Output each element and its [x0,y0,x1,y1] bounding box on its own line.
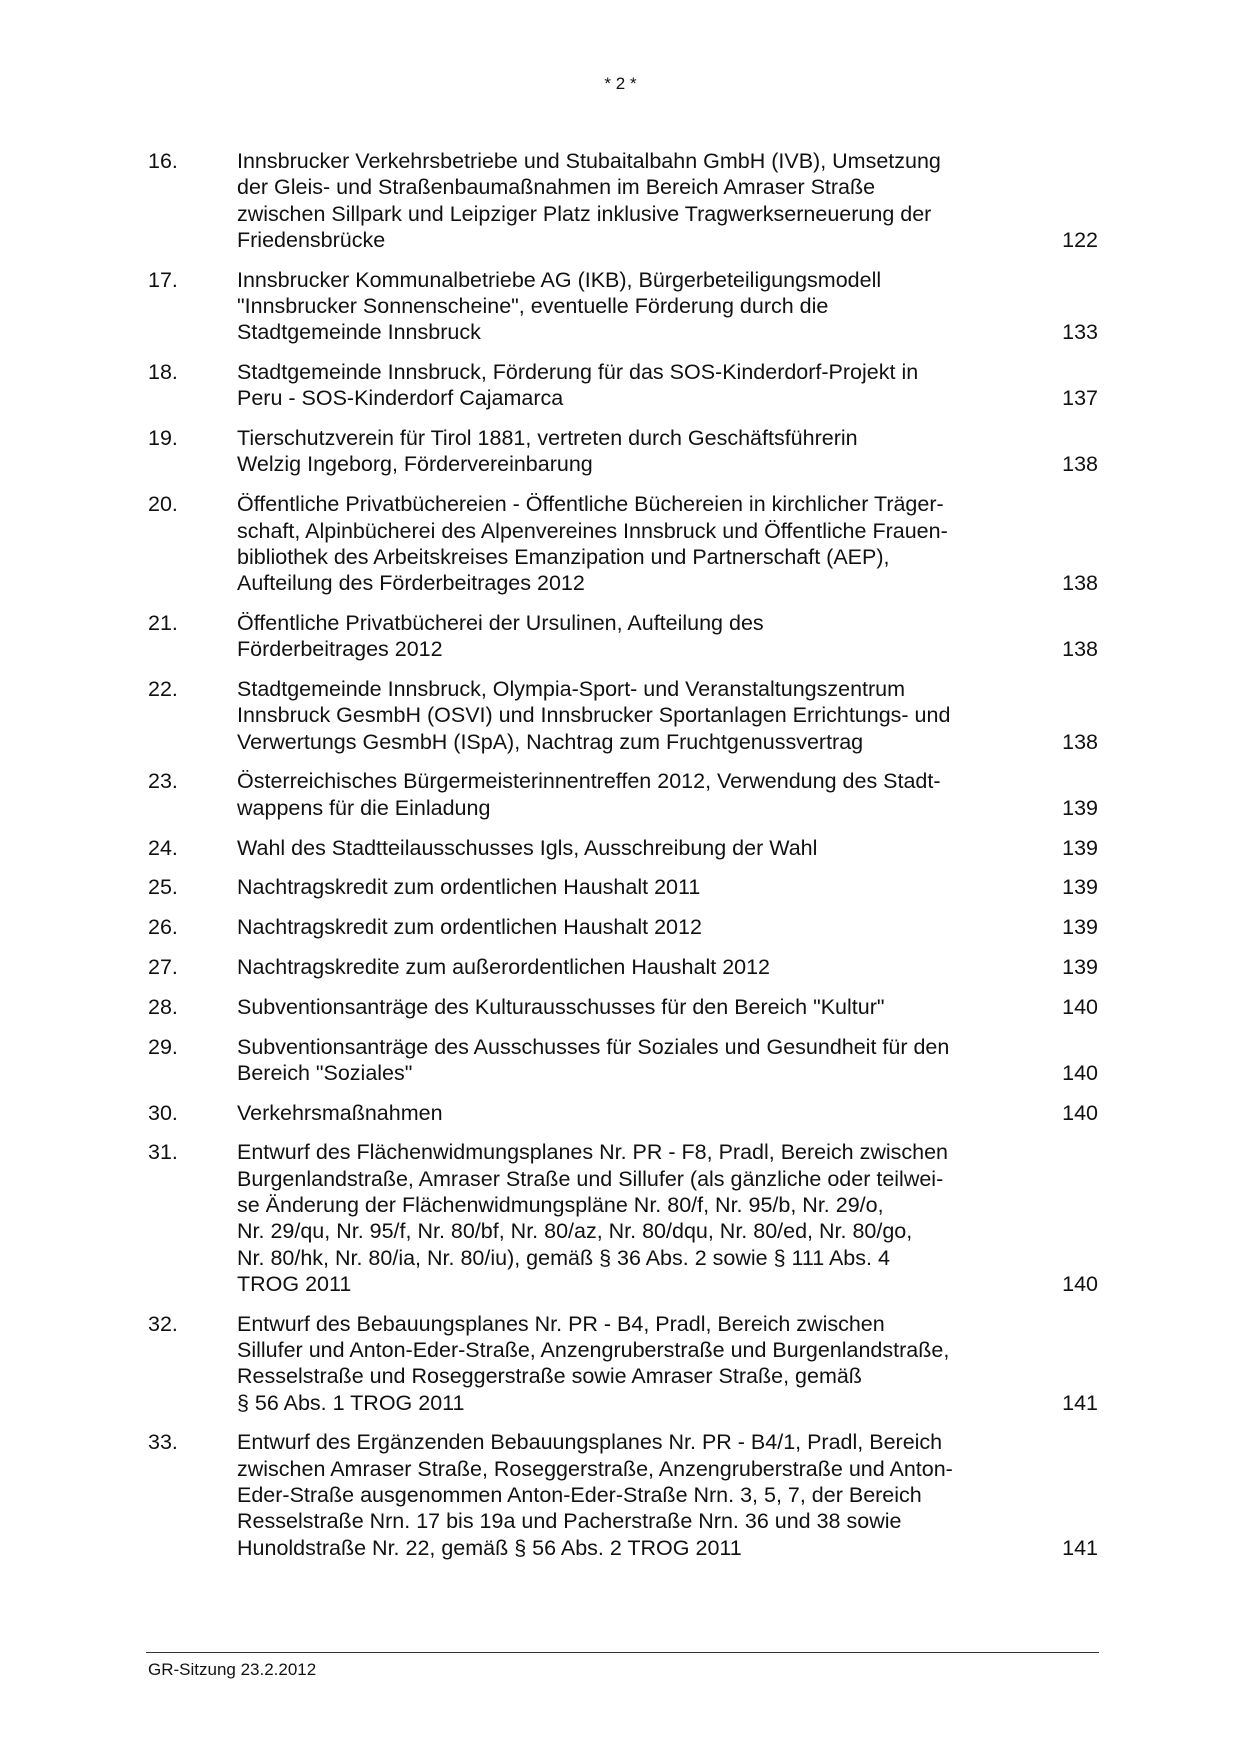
toc-entry-30 [148,1100,1098,1126]
toc-entry-33 [148,1429,1098,1560]
toc-entry-19 [148,425,1098,478]
toc-entry-page: 137 [1062,386,1098,411]
toc-entry-number: 19. [148,426,178,451]
toc-entry-title: Subventionsanträge des Kulturausschusses für den Bereich "Kultur" [237,994,885,1019]
toc-entry-page: 122 [1062,227,1098,252]
toc-entry-page: 140 [1062,994,1098,1019]
toc-entry-number: 28. [148,994,178,1019]
toc-entry-title: Stadtgemeinde Innsbruck, Olympia-Sport- und Veranstaltungszentrum Innsbruck GesmbH (OSVI) und Innsbrucker Sportanlagen Errichtungs- und Verwertungs GesmbH (ISpA), Nachtrag zum Fruchtgenussvertrag [237,677,951,754]
toc-entry-number: 16. [148,149,178,173]
toc-entry-page: 139 [1062,915,1098,940]
toc-entry-title: Innsbrucker Verkehrsbetriebe und Stubaitalbahn GmbH (IVB), Umsetzung der Gleis- und Straßenbaumaßnahmen im Bereich Amraser Straße zwischen Sillpark und Leipziger Platz inklusive Tragwerkserneuerung der Friedensbrücke [237,149,941,252]
toc-entry-title: Wahl des Stadtteilausschusses Igls, Ausschreibung der Wahl [237,835,818,860]
toc-entry-24 [148,835,1098,861]
toc-entry-title: Nachtragskredit zum ordentlichen Haushalt 2012 [237,915,702,940]
toc-entry-page: 141 [1062,1535,1098,1560]
toc-entry-page: 140 [1062,1100,1098,1125]
toc-entry-29 [148,1034,1098,1087]
toc-entry-page: 141 [1062,1390,1098,1415]
toc-entry-page: 139 [1062,835,1098,860]
toc-entry-number: 30. [148,1100,178,1125]
toc-entry-page: 138 [1062,452,1098,477]
toc-entry-title: Entwurf des Bebauungsplanes Nr. PR - B4, Pradl, Bereich zwischen Sillufer und Anton-Eder-Straße, Anzengruberstraße und Burgenlandstraße, Resselstraße und Roseggerstraße sowie Amraser Straße, gemäß § 56 Abs. 1 TROG 2011 [237,1311,950,1415]
table-of-contents [148,148,1098,1574]
toc-entry-title: Entwurf des Flächenwidmungsplanes Nr. PR - F8, Pradl, Bereich zwischen Burgenlandstraße, Amraser Straße und Sillufer (als gänzliche oder teilwei- se Änderung der Flächenwidmungspläne Nr. 80/f, Nr. 95/b, Nr. 29/o, Nr. 29/qu, Nr. 95/f, Nr. 80/bf, Nr. 80/az, Nr. 80/dqu, Nr. 80/ed, Nr. 80/go, Nr. 80/hk, Nr. 80/ia, Nr. 80/iu), gemäß § 36 Abs. 2 sowie § 111 Abs. 4 TROG 2011 [237,1140,949,1296]
toc-entry-26 [148,914,1098,940]
toc-entry-page: 138 [1062,637,1098,662]
toc-entry-page: 139 [1062,795,1098,820]
toc-entry-page: 138 [1062,571,1098,596]
toc-entry-18 [148,359,1098,412]
toc-entry-title: Entwurf des Ergänzenden Bebauungsplanes Nr. PR - B4/1, Pradl, Bereich zwischen Amraser Straße, Roseggerstraße, Anzengruberstraße und Anton- Eder-Straße ausgenommen Anton-Eder-Straße Nrn. 3, 5, 7, der Bereich Resselstraße Nrn. 17 bis 19a und Pacherstraße Nrn. 36 und 38 sowie Hunoldstraße Nr. 22, gemäß § 56 Abs. 2 TROG 2011 [237,1430,953,1560]
toc-entry-number: 22. [148,677,178,702]
toc-entry-number: 32. [148,1311,178,1336]
toc-entry-number: 24. [148,835,178,860]
page-number: * 2 * [604,74,637,93]
toc-entry-title: Subventionsanträge des Ausschusses für Soziales und Gesundheit für den Bereich "Soziales" [237,1034,950,1085]
toc-entry-title: Öffentliche Privatbücherei der Ursulinen, Aufteilung des Förderbeitrages 2012 [237,610,764,662]
toc-entry-22 [148,676,1098,755]
toc-entry-title: Nachtragskredite zum außerordentlichen Haushalt 2012 [237,954,771,979]
toc-entry-number: 23. [148,769,178,794]
toc-entry-number: 18. [148,360,178,385]
toc-entry-title: Tierschutzverein für Tirol 1881, vertreten durch Geschäftsführerin Welzig Ingeborg, Fördervereinbarung [237,426,858,477]
toc-entry-title: Österreichisches Bürgermeisterinnentreffen 2012, Verwendung des Stadt- wappens für die Einladung [237,769,941,820]
toc-entry-title: Stadtgemeinde Innsbruck, Förderung für das SOS-Kinderdorf-Projekt in Peru - SOS-Kinderdorf Cajamarca [237,360,919,411]
toc-entry-number: 27. [148,954,178,979]
toc-entry-number: 20. [148,492,178,517]
toc-entry-title: Innsbrucker Kommunalbetriebe AG (IKB), Bürgerbeteiligungsmodell "Innsbrucker Sonnenscheine", eventuelle Förderung durch die Stadtgemeinde Innsbruck [237,267,882,345]
toc-entry-27 [148,954,1098,980]
toc-entry-number: 21. [148,610,178,635]
toc-entry-page: 139 [1062,954,1098,979]
toc-entry-21 [148,610,1098,663]
toc-entry-25 [148,874,1098,900]
toc-entry-28 [148,994,1098,1020]
toc-entry-number: 31. [148,1140,178,1165]
toc-entry-number: 17. [148,267,178,292]
toc-entry-title: Nachtragskredit zum ordentlichen Haushalt 2011 [237,875,701,900]
toc-entry-page: 133 [1062,320,1098,345]
toc-entry-title: Öffentliche Privatbüchereien - Öffentliche Büchereien in kirchlicher Träger- schaft, Alpinbücherei des Alpenvereines Innsbruck und Öffentliche Frauen- bibliothek des Arbeitskreises Emanzipation und Partnerschaft (AEP), Aufteilung des Förderbeitrages 2012 [237,492,948,596]
footer-divider [146,1652,1099,1653]
toc-entry-page: 140 [1062,1271,1098,1296]
footer-text: GR-Sitzung 23.2.2012 [148,1660,317,1679]
toc-entry-page: 138 [1062,729,1098,754]
toc-entry-32 [148,1311,1098,1416]
toc-entry-17 [148,267,1098,346]
toc-entry-page: 140 [1062,1060,1098,1085]
toc-entry-23 [148,768,1098,821]
toc-entry-number: 29. [148,1034,178,1059]
toc-entry-20 [148,491,1098,596]
toc-entry-number: 33. [148,1430,178,1455]
toc-entry-31 [148,1139,1098,1297]
toc-entry-16 [148,148,1098,253]
toc-entry-page: 139 [1062,875,1098,900]
toc-entry-number: 26. [148,915,178,940]
toc-entry-title: Verkehrsmaßnahmen [237,1100,443,1125]
toc-entry-number: 25. [148,875,178,900]
